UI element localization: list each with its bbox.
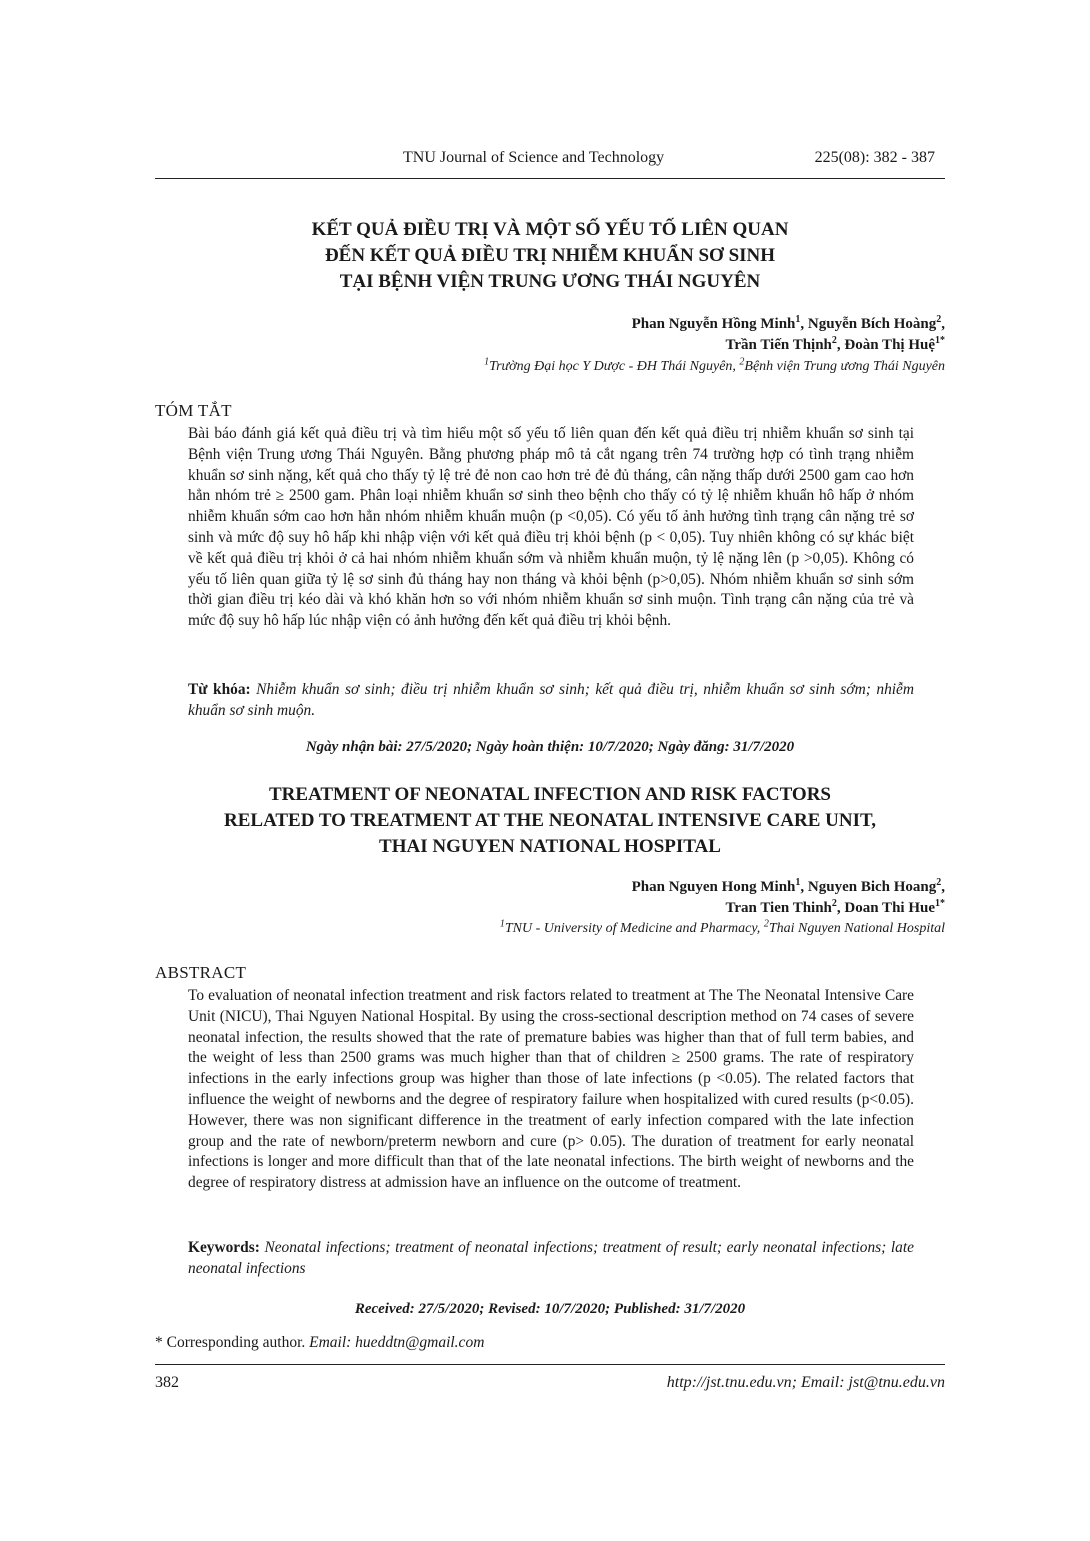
en-title-line: TREATMENT OF NEONATAL INFECTION AND RISK FACTORS — [269, 784, 831, 805]
en-authors: Phan Nguyen Hong Minh$^1$, Nguyen Bich Hoang$^2$, Tran Tien Thinh$^2$, Doan Thi Hue$^{1*}$ — [631, 877, 945, 916]
author-sup: 2 — [936, 877, 942, 888]
author-name: Đoàn Thị Huệ — [844, 337, 935, 353]
en-title-line: THAI NGUYEN NATIONAL HOSPITAL — [379, 836, 721, 857]
vi-affiliation: $^1$Trường Đại học Y Dược - ĐH Thái Nguyên, $^2$Bệnh viện Trung ương Thái Nguyên — [484, 356, 945, 374]
author-sup: 2 — [831, 898, 837, 909]
en-keywords — [188, 1238, 914, 1280]
author-sup: 1* — [935, 898, 945, 909]
keywords-label: Keywords: — [188, 1239, 260, 1256]
vi-keywords — [188, 680, 914, 722]
vi-dates: Ngày nhận bài: 27/5/2020; Ngày hoàn thiện: 10/7/2020; Ngày đăng: 31/7/2020 — [305, 739, 795, 755]
journal-name: TNU Journal of Science and Technology — [403, 149, 665, 166]
author-sup: 2 — [936, 314, 942, 325]
running-header — [155, 149, 945, 171]
author-name: Nguyen Bich Hoang — [807, 879, 937, 895]
author-sup: 1 — [795, 877, 801, 888]
corresponding-author: * Corresponding author. Email: hueddtn@gmail.com — [155, 1334, 485, 1351]
keywords-text: Neonatal infections; treatment of neonatal infections; treatment of result; early neonatal infections; late neonatal infections — [188, 1239, 914, 1277]
keywords-text: Nhiễm khuẩn sơ sinh; điều trị nhiễm khuẩn sơ sinh; kết quả điều trị, nhiễm khuẩn sơ sinh sớm; nhiễm khuẩn sơ sinh muộn. — [188, 681, 914, 719]
vi-abstract-body: Bài báo đánh giá kết quả điều trị và tìm hiểu một số yếu tố liên quan đến kết quả điều trị nhiễm khuẩn sơ sinh tại Bệnh viện Trung ương Thái Nguyên. Bằng phương pháp mô tả cắt ngang trên 74 trường hợp có tình trạng nhiễm khuẩn sơ sinh nặng, kết quả cho thấy tỷ lệ trẻ đẻ non cao hơn trẻ đẻ đủ tháng, cân nặng thấp dưới 2500 gam cao hơn hẳn nhóm trẻ ≥ 2500 gam. Phân loại nhiễm khuẩn sơ sinh theo bệnh cho thấy có tỷ lệ nhiễm khuẩn hô hấp ở nhóm nhiễm khuẩn sớm cao hơn hẳn nhóm nhiễm khuẩn muộn (p <0,05). Có yếu tố ảnh hưởng tình trạng cân nặng trẻ sơ sinh và mức độ suy hô hấp khi nhập viện với kết quả điều trị khỏi bệnh (p < 0,05). Tuy nhiên không có sự khác biệt về kết quả điều trị khỏi ở cả hai nhóm nhiễm khuẩn sớm và nhiễm khuẩn muộn, tỷ lệ nặng lên (p >0,05). Không có yếu tố liên quan giữa tỷ lệ sơ sinh đủ tháng hay non tháng và khỏi bệnh (p>0,05). Nhóm nhiễm khuẩn sơ sinh sớm thời gian điều trị kéo dài và khó khăn hơn so với nhóm nhiễm khuẩn sơ sinh muộn. Tình trạng cân nặng của trẻ và mức độ suy hô hấp lúc nhập viện có ảnh hưởng đến kết quả điều trị khỏi bệnh. — [188, 425, 914, 630]
journal-website: http://jst.tnu.edu.vn; Email: jst@tnu.edu.vn — [666, 1374, 945, 1391]
author-name: Doan Thi Hue — [844, 900, 935, 916]
en-title-line: RELATED TO TREATMENT AT THE NEONATAL INTENSIVE CARE UNIT, — [224, 810, 876, 831]
author-name: Trần Tiến Thịnh — [725, 337, 832, 353]
vi-title — [155, 217, 945, 295]
en-dates: Received: 27/5/2020; Revised: 10/7/2020; Published: 31/7/2020 — [354, 1301, 746, 1317]
vi-authors: Phan Nguyễn Hồng Minh$^1$, Nguyễn Bích Hoàng$^2$, Trần Tiến Thịnh$^2$, Đoàn Thị Huệ$^{1*}$ — [631, 314, 945, 353]
page-number: 382 — [155, 1374, 179, 1391]
author-sup: 2 — [831, 335, 837, 346]
author-name: Nguyễn Bích Hoàng — [807, 316, 937, 332]
volume-pages: 225(08): 382 - 387 — [814, 149, 935, 166]
en-abstract-body: To evaluation of neonatal infection treatment and risk factors related to treatment at The The Neonatal Intensive Care Unit (NICU), Thai Nguyen National Hospital. By using the cross-sectional description method on 74 cases of severe neonatal infection, the results showed that the rate of premature babies was higher than that of full term babies, and the weight of less than 2500 grams was much higher than that of children ≥ 2500 grams. The rate of respiratory infections in the early infections group was higher than those of late infections (p <0.05). The related factors that influence the weight of newborns and the degree of respiratory failure when hospitalized with cured results (p<0.05). However, there was non significant difference in the treatment of early infection compared with the late infection group and the rate of newborn/preterm newborn and cure (p> 0.05). The duration of treatment for early neonatal infections is longer and more difficult than that of the late neonatal infections. The birth weight of newborns and the degree of respiratory distress at admission have an influence on the outcome of treatment. — [188, 987, 914, 1192]
author-name: Phan Nguyen Hong Minh — [631, 879, 796, 895]
corresponding-email: Email: hueddtn@gmail.com — [309, 1334, 485, 1351]
keywords-label: Từ khóa: — [188, 681, 251, 698]
author-name: Tran Tien Thinh — [725, 900, 832, 916]
vi-title-line: ĐẾN KẾT QUẢ ĐIỀU TRỊ NHIỄM KHUẨN SƠ SINH — [324, 245, 776, 266]
vi-title-line: KẾT QUẢ ĐIỀU TRỊ VÀ MỘT SỐ YẾU TỐ LIÊN QUAN — [311, 219, 789, 240]
en-abstract-heading: ABSTRACT — [155, 963, 247, 982]
en-affiliation: $^1$TNU - University of Medicine and Pharmacy, $^2$Thai Nguyen National Hospital — [499, 918, 945, 936]
vi-title-line: TẠI BỆNH VIỆN TRUNG ƯƠNG THÁI NGUYÊN — [339, 271, 761, 292]
vi-abstract-heading: TÓM TẮT — [155, 401, 232, 420]
en-title — [155, 782, 945, 860]
header-rule — [155, 178, 945, 179]
footer-rule — [155, 1364, 945, 1365]
author-name: Phan Nguyễn Hồng Minh — [631, 316, 796, 332]
author-sup: 1 — [795, 314, 801, 325]
author-sup: 1* — [935, 335, 945, 346]
